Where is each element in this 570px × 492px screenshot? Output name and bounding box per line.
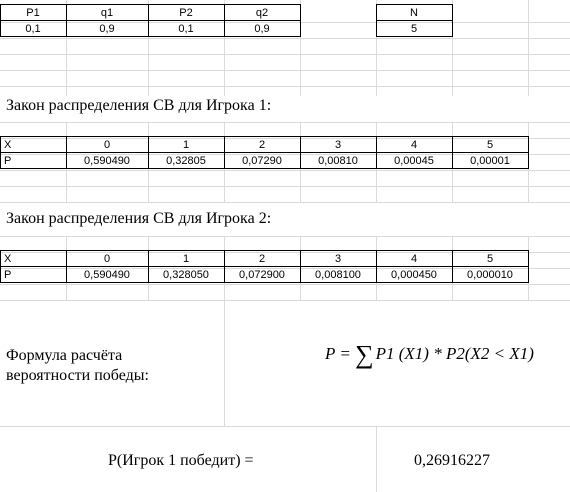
player1-x-3[interactable]: 3 — [334, 139, 342, 151]
formula-expression[interactable] — [325, 336, 534, 369]
player2-heading[interactable]: Закон распределения СВ для Игрока 2: — [6, 210, 272, 227]
player1-x-label[interactable]: X — [4, 139, 12, 151]
player1-heading[interactable]: Закон распределения СВ для Игрока 1: — [6, 97, 272, 114]
player1-x-2[interactable]: 2 — [258, 139, 266, 151]
formula-lhs: P = — [325, 344, 356, 363]
player2-x-1[interactable]: 1 — [182, 253, 190, 265]
value-n[interactable]: 5 — [410, 23, 418, 35]
formula-label-line1: Формула расчёта — [6, 347, 123, 364]
player2-x-4[interactable]: 4 — [410, 253, 418, 265]
player1-p-3[interactable]: 0,00810 — [318, 155, 358, 167]
result-label[interactable]: P(Игрок 1 победит) = — [108, 452, 254, 469]
result-value[interactable]: 0,26916227 — [414, 452, 490, 469]
player1-x-0[interactable]: 0 — [103, 139, 111, 151]
player2-p-3[interactable]: 0,008100 — [315, 269, 361, 281]
player2-p-5[interactable]: 0,000010 — [467, 269, 513, 281]
player2-x-2[interactable]: 2 — [258, 253, 266, 265]
sum-symbol: ∑ — [355, 340, 374, 369]
value-p2[interactable]: 0,1 — [178, 23, 194, 35]
player1-p-2[interactable]: 0,07290 — [242, 155, 282, 167]
player2-p-label[interactable]: P — [4, 269, 12, 281]
header-p1[interactable]: P1 — [26, 7, 40, 19]
player1-x-4[interactable]: 4 — [410, 139, 418, 151]
header-q1[interactable]: q1 — [100, 7, 114, 19]
player1-p-4[interactable]: 0,00045 — [394, 155, 434, 167]
formula-rhs: P1 (X1) * P2(X2 < X1) — [375, 344, 534, 363]
player1-p-1[interactable]: 0,32805 — [166, 155, 206, 167]
formula-label[interactable] — [6, 346, 149, 386]
player2-x-label[interactable]: X — [4, 253, 12, 265]
header-q2[interactable]: q2 — [255, 7, 269, 19]
player2-x-3[interactable]: 3 — [334, 253, 342, 265]
player1-p-5[interactable]: 0,00001 — [470, 155, 510, 167]
player1-p-0[interactable]: 0,590490 — [84, 155, 130, 167]
player2-x-5[interactable]: 5 — [486, 253, 494, 265]
header-n[interactable]: N — [410, 7, 418, 19]
player2-p-0[interactable]: 0,590490 — [84, 269, 130, 281]
header-p2[interactable]: P2 — [179, 7, 193, 19]
player1-x-1[interactable]: 1 — [182, 139, 190, 151]
player2-p-1[interactable]: 0,328050 — [163, 269, 209, 281]
player1-p-label[interactable]: P — [4, 155, 12, 167]
value-p1[interactable]: 0,1 — [25, 23, 41, 35]
value-q2[interactable]: 0,9 — [254, 23, 270, 35]
formula-label-line2: вероятности победы: — [6, 367, 149, 384]
value-q1[interactable]: 0,9 — [99, 23, 115, 35]
player1-x-5[interactable]: 5 — [486, 139, 494, 151]
player2-p-4[interactable]: 0,000450 — [391, 269, 437, 281]
player2-x-0[interactable]: 0 — [103, 253, 111, 265]
player2-p-2[interactable]: 0,072900 — [239, 269, 285, 281]
